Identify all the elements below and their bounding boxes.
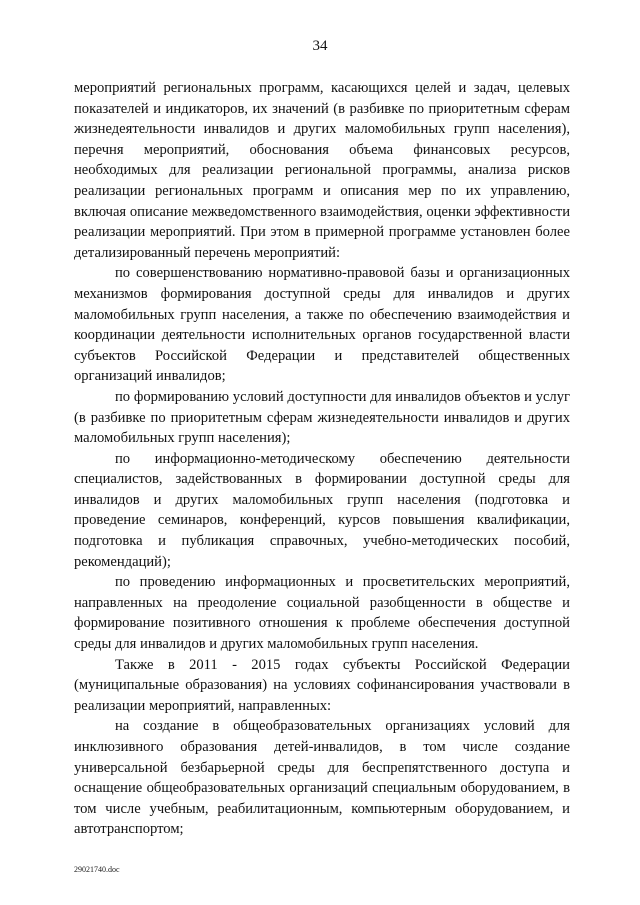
paragraph-3: по формированию условий доступности для инвалидов объектов и услуг (в разбивке по приоритетным сферам жизнедеятельности инвалидов и других маломобильных групп населения);	[74, 388, 570, 447]
document-body	[74, 78, 570, 840]
paragraph-6: Также в 2011 - 2015 годах субъекты Российской Федерации (муниципальные образования) на условиях софинансирования участвовали в реализации мероприятий, направленных:	[74, 656, 570, 714]
paragraph-4: по информационно-методическому обеспечению деятельности специалистов, задействованных в формировании доступной среды для инвалидов и других маломобильных групп населения (подготовка и проведение семинаров, конференций, курсов повышения квалификации, подготовка и публикация справочных, учебно-методических пособий, рекомендаций);	[74, 450, 570, 570]
document-file-code: 29021740.doc	[74, 865, 120, 874]
paragraph-2: по совершенствованию нормативно-правовой базы и организационных механизмов формирования доступной среды для инвалидов и других маломобильных групп населения, а также по обеспечению взаимодействия и координации деятельности исполнительных органов государственной власти субъектов Российской Федерации и представителей общественных организаций инвалидов;	[74, 265, 570, 385]
paragraph-7: на создание в общеобразовательных организациях условий для инклюзивного образования детей-инвалидов, в том числе создание универсальной безбарьерной среды для беспрепятственного доступа и оснащение общеобразовательных организаций специальным оборудованием, в том числе учебным, реабилитационным, компьютерным оборудованием, и автотранспортом;	[74, 718, 570, 838]
paragraph-5: по проведению информационных и просветительских мероприятий, направленных на преодоление социальной разобщенности в обществе и формирование позитивного отношения к проблеме обеспечения доступной среды для инвалидов и других маломобильных групп населения.	[74, 574, 570, 653]
paragraph-1: мероприятий региональных программ, касающихся целей и задач, целевых показателей и индикаторов, их значений (в разбивке по приоритетным сферам жизнедеятельности инвалидов и других маломобильных групп населения), перечня мероприятий, обоснования объема финансовых ресурсов, необходимых для реализации региональной программы, анализа рисков реализации региональных программ и описания мер по их управлению, включая описание межведомственного взаимодействия, оценки эффективности реализации мероприятий. При этом в примерной программе установлен более детализированный перечень мероприятий:	[74, 80, 570, 261]
page-number: 34	[312, 38, 328, 54]
